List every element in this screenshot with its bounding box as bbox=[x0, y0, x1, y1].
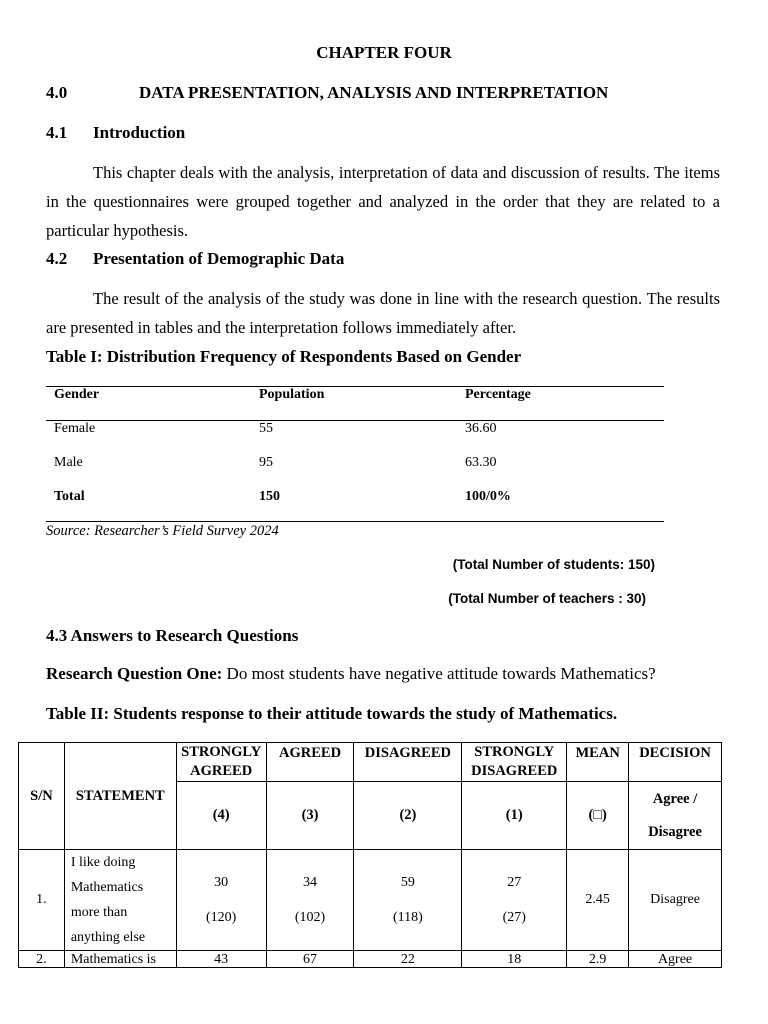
chapter-title: CHAPTER FOUR bbox=[316, 43, 452, 62]
table2-row2-d: 22 bbox=[354, 951, 462, 968]
research-question-text: Do most students have negative attitude towards Mathematics? bbox=[222, 664, 656, 683]
intro-paragraph: This chapter deals with the analysis, interpretation of data and discussion of results. The items in the questionnaires were grouped together and analyzed in the order that they are related to a particular hypothesis. bbox=[46, 163, 720, 240]
table1-header-population: Population bbox=[259, 387, 325, 402]
table2-row2-sd: 18 bbox=[462, 951, 567, 968]
table2-header-decision: DECISION bbox=[629, 743, 722, 782]
table2-weight-d: (2) bbox=[354, 782, 462, 850]
table2-row2-a: 67 bbox=[266, 951, 354, 968]
table2-row1-sa: 30 (120) bbox=[176, 850, 266, 951]
table1-top-rule bbox=[46, 386, 664, 387]
table1-cell: 63.30 bbox=[465, 455, 497, 470]
table2-weight-sa: (4) bbox=[176, 782, 266, 850]
table2-header-mean: MEAN bbox=[567, 743, 629, 782]
table1-cell: Male bbox=[54, 455, 83, 470]
research-question-one bbox=[46, 664, 656, 684]
section-4-2-number: 4.2 bbox=[46, 249, 68, 268]
table2-row1-a: 34 (102) bbox=[266, 850, 354, 951]
table2-header-strongly-disagreed: STRONGLY DISAGREED bbox=[462, 743, 567, 782]
table2-row2-sn: 2. bbox=[19, 951, 65, 968]
table2-row2-statement: Mathematics is bbox=[64, 951, 176, 968]
table2-row1-mean: 2.45 bbox=[567, 850, 629, 951]
table1-total-label: Total bbox=[54, 489, 85, 504]
table2-row1-decision: Disagree bbox=[629, 850, 722, 951]
table2-row1-sn: 1. bbox=[19, 850, 65, 951]
table1-cell: Female bbox=[54, 421, 96, 436]
table1-total-population: 150 bbox=[259, 489, 280, 504]
research-question-label: Research Question One: bbox=[46, 664, 223, 683]
section-4-0-title: DATA PRESENTATION, ANALYSIS AND INTERPRETATION bbox=[139, 83, 609, 102]
table2-row1-statement: I like doing Mathematics more than anything else bbox=[64, 850, 176, 951]
table2-row1-d: 59 (118) bbox=[354, 850, 462, 951]
table2-row2-mean: 2.9 bbox=[567, 951, 629, 968]
table2-weight-a: (3) bbox=[266, 782, 354, 850]
section-4-1-title: Introduction bbox=[93, 123, 186, 142]
section-4-0-number: 4.0 bbox=[46, 83, 68, 102]
table1-title: Table I: Distribution Frequency of Respondents Based on Gender bbox=[46, 347, 522, 366]
table1-cell: 36.60 bbox=[465, 421, 497, 436]
table-row bbox=[19, 951, 722, 968]
section-4-2-title: Presentation of Demographic Data bbox=[93, 249, 345, 268]
table2-header-statement: STATEMENT bbox=[64, 743, 176, 850]
table2 bbox=[18, 742, 722, 968]
demographic-paragraph: The result of the analysis of the study was done in line with the research question. The results are presented in tables and the interpretation follows immediately after. bbox=[46, 289, 720, 337]
table2-header-disagreed: DISAGREED bbox=[354, 743, 462, 782]
table2-header-strongly-agreed: STRONGLY AGREED bbox=[176, 743, 266, 782]
section-4-3-title: 4.3 Answers to Research Questions bbox=[46, 626, 299, 645]
table1-cell: 55 bbox=[259, 421, 273, 436]
table1-header-percentage: Percentage bbox=[465, 387, 531, 402]
table-row bbox=[19, 850, 722, 951]
table1-cell: 95 bbox=[259, 455, 273, 470]
table2-weight-decision: Agree / Disagree bbox=[629, 782, 722, 850]
total-students: (Total Number of students: 150) bbox=[452, 557, 655, 572]
table2-row1-sd: 27 (27) bbox=[462, 850, 567, 951]
table1-total-percentage: 100/0% bbox=[465, 489, 511, 504]
section-4-1-number: 4.1 bbox=[46, 123, 68, 142]
table1-bottom-rule bbox=[46, 521, 664, 522]
table2-weight-mean: (□) bbox=[567, 782, 629, 850]
table2-row2-sa: 43 bbox=[176, 951, 266, 968]
table2-header-sn: S/N bbox=[19, 743, 65, 850]
table2-row2-decision: Agree bbox=[629, 951, 722, 968]
total-teachers: (Total Number of teachers : 30) bbox=[448, 591, 646, 606]
table2-header-agreed: AGREED bbox=[266, 743, 354, 782]
table1-header-gender: Gender bbox=[54, 387, 100, 402]
table2-title: Table II: Students response to their attitude towards the study of Mathematics. bbox=[46, 704, 618, 723]
table2-weight-sd: (1) bbox=[462, 782, 567, 850]
table1-header-rule bbox=[46, 420, 664, 421]
table1-source: Source: Researcher’s Field Survey 2024 bbox=[46, 523, 279, 539]
